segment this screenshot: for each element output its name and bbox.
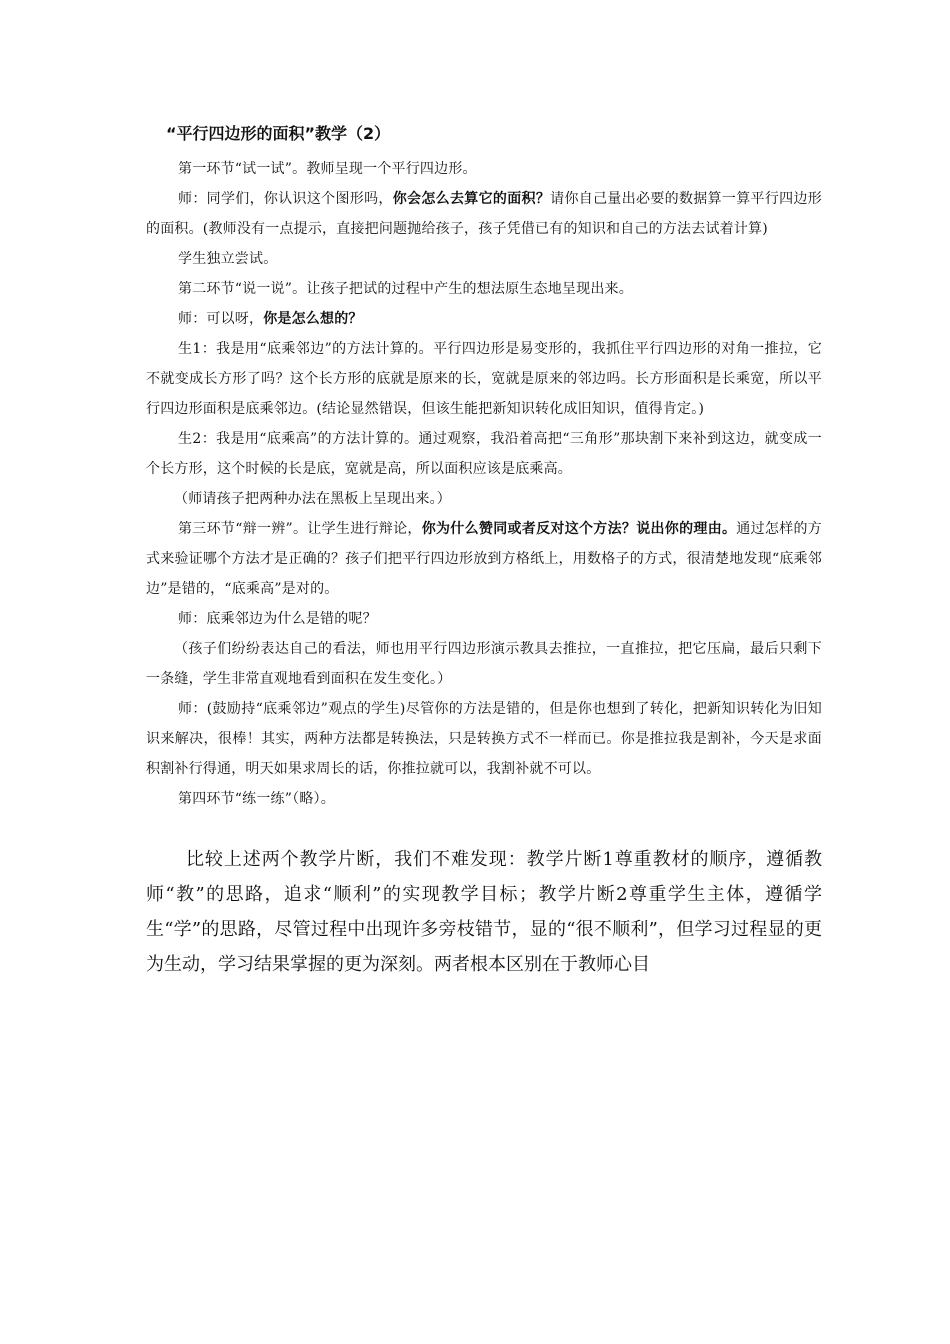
text-run: 师：可以呀， xyxy=(178,311,264,327)
paragraph-step-three xyxy=(146,514,822,604)
bold-text-run: 你为什么赞同或者反对这个方法？说出你的理由。 xyxy=(421,521,737,537)
text-run: 第三环节“辩一辨”。让学生进行辩论， xyxy=(178,521,422,537)
text-run: 通过怎样的方式来验证哪个方法才是正确的？孩子们把平行四边形放到方格纸上，用数格子的方式，很清楚地发现“底乘邻边”是错的，“底乘高”是对的。 xyxy=(146,521,822,597)
paragraph-teacher-why: 师：底乘邻边为什么是错的呢？ xyxy=(178,611,377,627)
paragraph-student-two: 生2：我是用“底乘高”的方法计算的。通过观察，我沿着高把“三角形”那块割下来补到这边，就变成一个长方形，这个时候的长是底，宽就是高，所以面积应该是底乘高。 xyxy=(146,431,822,477)
text-run: 请你自己量出必要的数据算一算平行四边形的面积。(教师没有一点提示，直接把问题抛给孩子，孩子凭借已有的知识和自己的方法去试着计算) xyxy=(146,191,822,237)
section-title: “平行四边形的面积”教学（2） xyxy=(166,124,391,143)
document-content xyxy=(146,118,822,982)
paragraph-teacher-ask xyxy=(146,304,822,334)
paragraph-teacher-encourage: 师：(鼓励持“底乘邻边”观点的学生)尽管你的方法是错的，但是你也想到了转化，把新知识转化为旧知识来解决，很棒！其实，两种方法都是转换法，只是转换方式不一样而已。你是推拉我是割补，今天是求面积割补行得通，明天如果求周长的话，你推拉就可以，我割补就不可以。 xyxy=(146,701,822,777)
bold-text-run: 你会怎么去算它的面积？ xyxy=(392,191,551,207)
paragraph-summary: 比较上述两个教学片断，我们不难发现：教学片断1尊重教材的顺序，遵循教师“教”的思路，追求“顺利”的实现教学目标；教学片断2尊重学生主体，遵循学生“学”的思路，尽管过程中出现许多旁枝错节，显的“很不顺利”，但学习过程显的更为生动，学习结果掌握的更为深刻。两者根本区别在于教师心目 xyxy=(146,849,822,975)
paragraph-student-one: 生1：我是用“底乘邻边”的方法计算的。平行四边形是易变形的，我抓住平行四边形的对角一推拉，它不就变成长方形了吗？这个长方形的底就是原来的长，宽就是原来的邻边吗。长方形面积是长乘宽，所以平行四边形面积是底乘邻边。(结论显然错误，但该生能把新知识转化成旧知识，值得肯定。) xyxy=(146,341,822,417)
paragraph-teacher-question xyxy=(146,184,822,244)
paragraph-board-note: （师请孩子把两种办法在黑板上呈现出来。） xyxy=(174,491,451,507)
paragraph-spacer xyxy=(146,814,822,842)
paragraph-demo-note: （孩子们纷纷表达自己的看法，师也用平行四边形演示教具去推拉，一直推拉，把它压扁，最后只剩下一条缝，学生非常直观地看到面积在发生变化。） xyxy=(146,641,822,687)
paragraph-step-one: 第一环节“试一试”。教师呈现一个平行四边形。 xyxy=(178,161,477,177)
paragraph-step-four: 第四环节“练一练”（略）。 xyxy=(178,791,335,807)
text-run: 师：同学们，你认识这个图形吗， xyxy=(178,191,393,207)
paragraph-student-try: 学生独立尝试。 xyxy=(178,251,278,267)
paragraph-step-two: 第二环节“说一说”。让孩子把试的过程中产生的想法原生态地呈现出来。 xyxy=(178,281,633,297)
bold-text-run: 你是怎么想的？ xyxy=(263,311,363,327)
